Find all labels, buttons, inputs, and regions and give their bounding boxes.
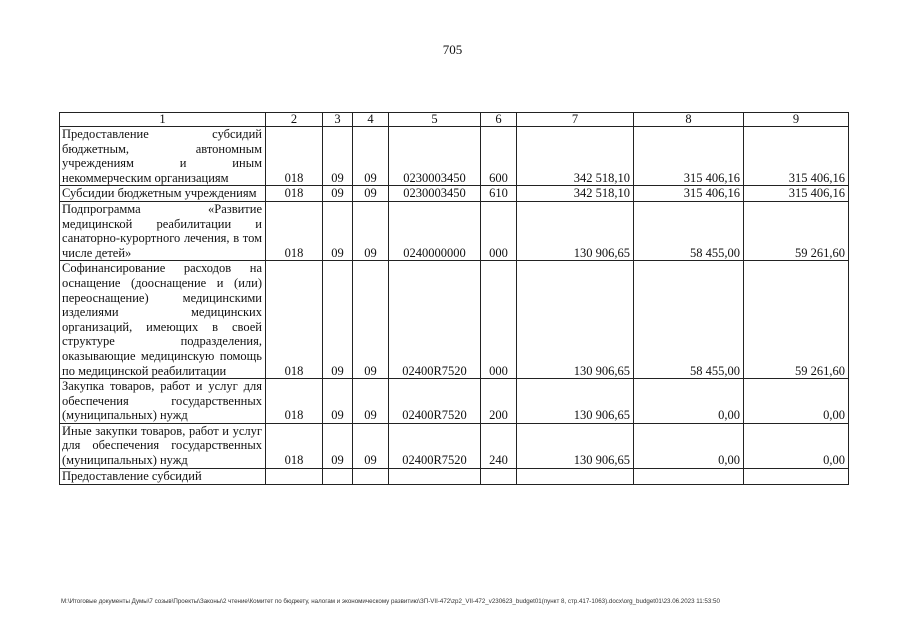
table-row-partial bbox=[60, 468, 849, 484]
column-header-7: 7 bbox=[517, 113, 634, 127]
cell-empty bbox=[353, 468, 389, 484]
cell-subsection: 09 bbox=[353, 127, 389, 186]
row-name: Субсидии бюджетным учреждениям bbox=[60, 186, 266, 202]
cell-ministry-code: 018 bbox=[266, 423, 323, 468]
cell-section: 09 bbox=[323, 201, 353, 260]
cell-amount-8: 58 455,00 bbox=[634, 201, 744, 260]
table-row bbox=[60, 201, 849, 260]
cell-section: 09 bbox=[323, 379, 353, 424]
cell-amount-8: 315 406,16 bbox=[634, 186, 744, 202]
cell-expense-type: 000 bbox=[481, 261, 517, 379]
cell-target-article: 02400R7520 bbox=[389, 261, 481, 379]
row-name: Подпрограмма «Развитие медицинской реабилитации и санаторно-курортного лечения, в том числе детей» bbox=[60, 201, 266, 260]
column-header-9: 9 bbox=[744, 113, 849, 127]
cell-target-article: 0240000000 bbox=[389, 201, 481, 260]
cell-amount-9: 0,00 bbox=[744, 379, 849, 424]
cell-subsection: 09 bbox=[353, 186, 389, 202]
cell-amount-7: 342 518,10 bbox=[517, 186, 634, 202]
cell-empty bbox=[266, 468, 323, 484]
cell-ministry-code: 018 bbox=[266, 379, 323, 424]
cell-section: 09 bbox=[323, 423, 353, 468]
cell-amount-9: 59 261,60 bbox=[744, 201, 849, 260]
cell-amount-8: 0,00 bbox=[634, 423, 744, 468]
cell-ministry-code: 018 bbox=[266, 127, 323, 186]
table-row bbox=[60, 186, 849, 202]
cell-expense-type: 000 bbox=[481, 201, 517, 260]
cell-expense-type: 610 bbox=[481, 186, 517, 202]
column-header-1: 1 bbox=[60, 113, 266, 127]
cell-section: 09 bbox=[323, 186, 353, 202]
cell-amount-9: 0,00 bbox=[744, 423, 849, 468]
cell-amount-9: 315 406,16 bbox=[744, 127, 849, 186]
cell-expense-type: 240 bbox=[481, 423, 517, 468]
cell-target-article: 0230003450 bbox=[389, 127, 481, 186]
cell-empty bbox=[323, 468, 353, 484]
cell-expense-type: 600 bbox=[481, 127, 517, 186]
cell-amount-7: 130 906,65 bbox=[517, 423, 634, 468]
table-row bbox=[60, 127, 849, 186]
cell-subsection: 09 bbox=[353, 423, 389, 468]
row-name: Софинансирование расходов на оснащение (дооснащение и (или) переоснащение) медицинскими изделиями медицинских организаций, имеющих в своей структуре подразделения, оказывающие медицинскую помощь по медицинской реабилитации bbox=[60, 261, 266, 379]
cell-amount-9: 315 406,16 bbox=[744, 186, 849, 202]
cell-empty bbox=[481, 468, 517, 484]
row-name: Предоставление субсидий bbox=[60, 468, 266, 484]
cell-target-article: 02400R7520 bbox=[389, 379, 481, 424]
cell-subsection: 09 bbox=[353, 261, 389, 379]
budget-table bbox=[59, 112, 849, 485]
column-header-3: 3 bbox=[323, 113, 353, 127]
cell-amount-7: 130 906,65 bbox=[517, 201, 634, 260]
cell-target-article: 0230003450 bbox=[389, 186, 481, 202]
cell-amount-7: 130 906,65 bbox=[517, 379, 634, 424]
row-name: Предоставление субсидий бюджетным, автономным учреждениям и иным некоммерческим организациям bbox=[60, 127, 266, 186]
column-header-6: 6 bbox=[481, 113, 517, 127]
cell-subsection: 09 bbox=[353, 201, 389, 260]
cell-ministry-code: 018 bbox=[266, 261, 323, 379]
cell-empty bbox=[389, 468, 481, 484]
cell-amount-8: 315 406,16 bbox=[634, 127, 744, 186]
table-row bbox=[60, 423, 849, 468]
cell-section: 09 bbox=[323, 261, 353, 379]
cell-amount-7: 342 518,10 bbox=[517, 127, 634, 186]
document-footer-path: M:\Итоговые документы Думы\7 созыв\Проекты\Законы\2 чтение\Комитет по бюджету, налогам и экономическому развитию\ЗП-VII-472\zp2_VII-472_v230623_budget01(пункт 8, стр.417-1063).docx\org_budget01\23.06.2023 11:53:50 bbox=[61, 598, 720, 605]
cell-empty bbox=[517, 468, 634, 484]
row-name: Закупка товаров, работ и услуг для обеспечения государственных (муниципальных) нужд bbox=[60, 379, 266, 424]
table-row bbox=[60, 379, 849, 424]
table-body bbox=[60, 113, 849, 485]
cell-amount-9: 59 261,60 bbox=[744, 261, 849, 379]
column-header-8: 8 bbox=[634, 113, 744, 127]
cell-empty bbox=[634, 468, 744, 484]
cell-ministry-code: 018 bbox=[266, 186, 323, 202]
cell-section: 09 bbox=[323, 127, 353, 186]
cell-target-article: 02400R7520 bbox=[389, 423, 481, 468]
column-header-2: 2 bbox=[266, 113, 323, 127]
page-number: 705 bbox=[442, 42, 463, 57]
column-header-4: 4 bbox=[353, 113, 389, 127]
table-header-row bbox=[60, 113, 849, 127]
cell-empty bbox=[744, 468, 849, 484]
cell-expense-type: 200 bbox=[481, 379, 517, 424]
cell-subsection: 09 bbox=[353, 379, 389, 424]
cell-amount-8: 0,00 bbox=[634, 379, 744, 424]
cell-ministry-code: 018 bbox=[266, 201, 323, 260]
cell-amount-7: 130 906,65 bbox=[517, 261, 634, 379]
cell-amount-8: 58 455,00 bbox=[634, 261, 744, 379]
row-name: Иные закупки товаров, работ и услуг для обеспечения государственных (муниципальных) нужд bbox=[60, 423, 266, 468]
column-header-5: 5 bbox=[389, 113, 481, 127]
table-row bbox=[60, 261, 849, 379]
